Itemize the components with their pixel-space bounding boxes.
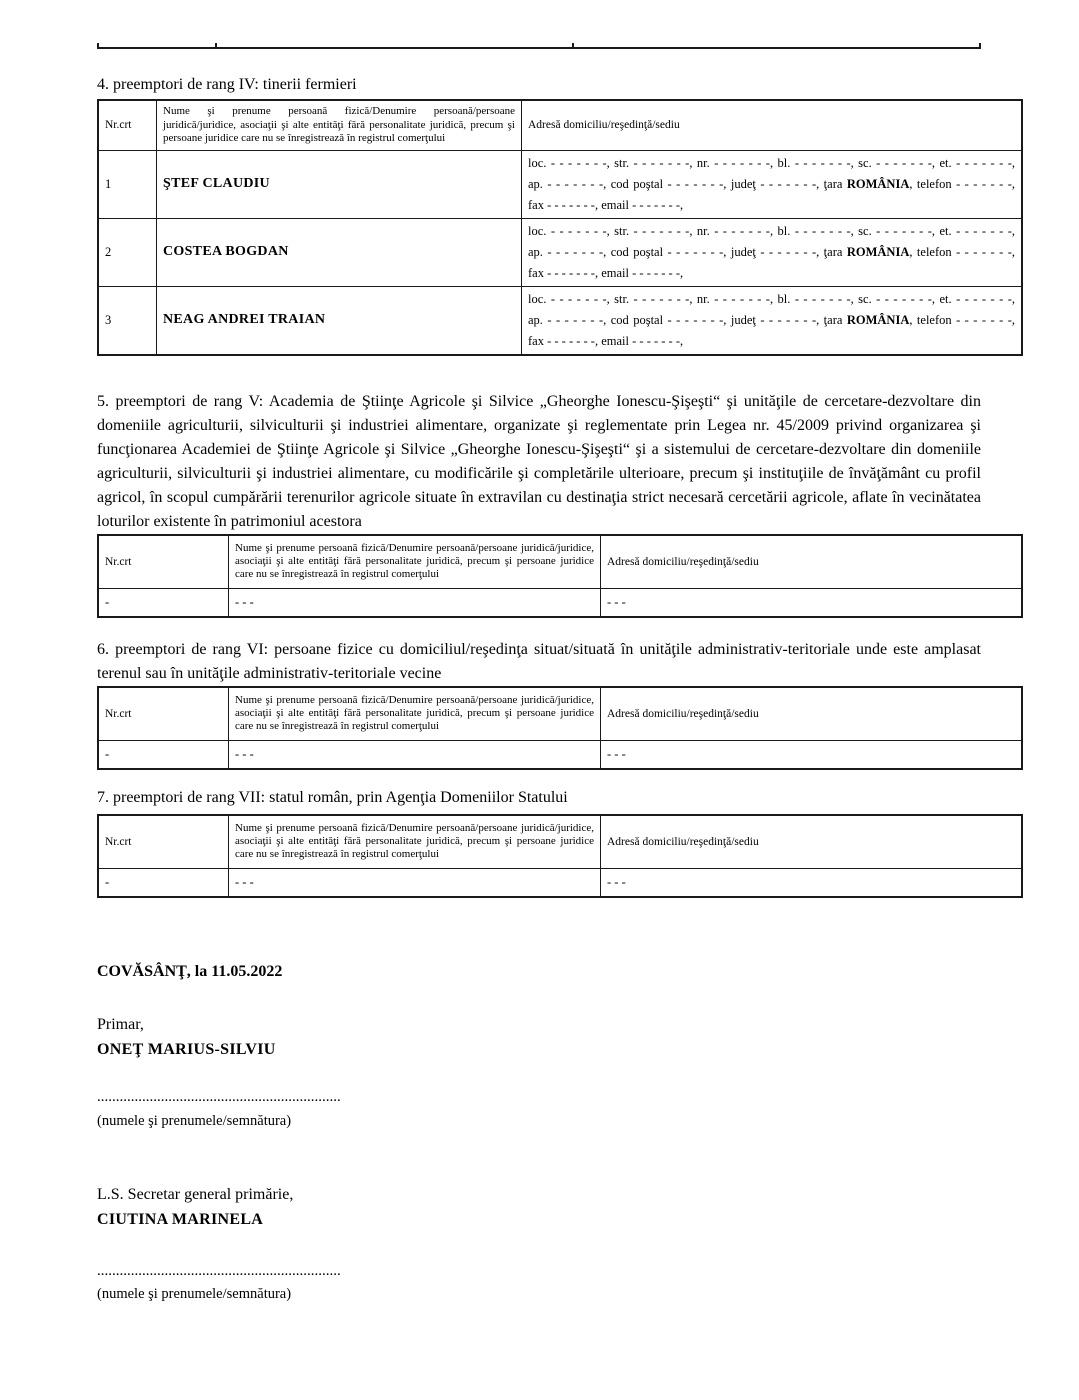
empty-address-cell: - - -	[601, 589, 1023, 617]
address-header-cell: Adresă domiciliu/reşedinţă/sediu	[601, 815, 1023, 869]
address-line: ap. - - - - - - -, cod poştal - - - - - - -, judeţ - - - - - - -, ţara ROMÂNIA, telefon - - - - - - -,	[528, 176, 1015, 191]
previous-table-bottom-rule	[97, 47, 981, 49]
country-name: ROMÂNIA	[846, 176, 910, 191]
rule-tick	[979, 43, 981, 49]
rule-tick	[215, 43, 217, 49]
signature-note: (numele şi prenumele/semnătura)	[97, 1112, 292, 1129]
empty-table-row	[98, 869, 1022, 897]
name-header-cell: Nume şi prenume persoană fizică/Denumire persoană/persoane juridică/juridice, asociaţii şi alte entităţi fără personalitate juridică, precum şi persoane juridice care nu se înregistrează în registrul comerţului	[229, 815, 601, 869]
address-line: loc. - - - - - - -, str. - - - - - - -, nr. - - - - - - -, bl. - - - - - - -, sc. - - - - - - -, et. - - - - - - -,	[528, 291, 1015, 306]
row-number: 3	[98, 286, 157, 355]
primar-name: ONEŢ MARIUS-SILVIU	[97, 1040, 276, 1058]
empty-table-row	[98, 741, 1022, 769]
address-cell	[522, 150, 1023, 218]
secretary-label: L.S. Secretar general primărie,	[97, 1185, 294, 1203]
closing-block	[97, 962, 981, 1303]
signature-note: (numele şi prenumele/semnătura)	[97, 1285, 292, 1302]
address-header-cell: Adresă domiciliu/reşedinţă/sediu	[522, 100, 1023, 150]
empty-row-number: -	[98, 869, 229, 897]
row-number: 2	[98, 218, 157, 286]
section4-heading: 4. preemptori de rang IV: tinerii fermieri	[97, 76, 357, 93]
signature-dotted-line: .................................................................	[97, 1088, 341, 1105]
nr-header-cell: Nr.crt	[98, 100, 157, 150]
section6-paragraph: 6. preemptori de rang VI: persoane fizice cu domiciliul/reşedinţa situat/situată în unităţile administrativ-teritoriale unde este amplasat terenul sau în unităţile administrativ-teritoriale vecine	[97, 640, 981, 682]
table-row	[98, 286, 1022, 355]
address-line: fax - - - - - - -, email - - - - - - -,	[528, 333, 684, 348]
address-header-cell: Adresă domiciliu/reşedinţă/sediu	[601, 687, 1023, 741]
table-row	[98, 150, 1022, 218]
section5-paragraph: 5. preemptori de rang V: Academia de Ştiinţe Agricole şi Silvice „Gheorghe Ionescu-Şişeşti“ şi unităţile de cercetare-dezvoltare din domeniile agriculturii, silviculturii şi industriei alimentare, organizate şi reglementate prin Legea nr. 45/2009 privind organizarea şi funcţionarea Academiei de Ştiinţe Agricole şi Silvice „Gheorghe Ionescu-Şişeşti“ şi a sistemului de cercetare-dezvoltare din domeniile agriculturii, silviculturii şi industriei alimentare, cu modificările şi completările ulterioare, precum şi instituţiile de învăţământ cu profil agricol, în scopul cumpărării terenurilor agricole situate în extravilan cu destinaţia strict necesară cercetării agricole, aflate în vecinătatea loturilor existente în patrimoniul acestora	[97, 392, 981, 530]
empty-row-number: -	[98, 589, 229, 617]
empty-address-cell: - - -	[601, 741, 1023, 769]
rule-tick	[97, 43, 99, 49]
address-line: ap. - - - - - - -, cod poştal - - - - - - -, judeţ - - - - - - -, ţara ROMÂNIA, telefon - - - - - - -,	[528, 312, 1015, 327]
table-header-row	[98, 100, 1022, 150]
closing-place-date: COVĂSÂNŢ, la 11.05.2022	[97, 962, 283, 980]
secretary-name: CIUTINA MARINELA	[97, 1210, 264, 1228]
rule-tick	[572, 43, 574, 49]
name-header-cell: Nume şi prenume persoană fizică/Denumire persoană/persoane juridică/juridice, asociaţii şi alte entităţi fără personalitate juridică, precum şi persoane juridice care nu se înregistrează în registrul comerţului	[157, 100, 522, 150]
address-line: loc. - - - - - - -, str. - - - - - - -, nr. - - - - - - -, bl. - - - - - - -, sc. - - - - - - -, et. - - - - - - -,	[528, 155, 1015, 170]
name-header-cell: Nume şi prenume persoană fizică/Denumire persoană/persoane juridică/juridice, asociaţii şi alte entităţi fără personalitate juridică, precum şi persoane juridice care nu se înregistrează în registrul comerţului	[229, 687, 601, 741]
primar-label: Primar,	[97, 1015, 144, 1033]
row-number: 1	[98, 150, 157, 218]
empty-row-number: -	[98, 741, 229, 769]
address-line: fax - - - - - - -, email - - - - - - -,	[528, 197, 684, 212]
empty-name-cell: - - -	[229, 589, 601, 617]
table-header-row	[98, 687, 1022, 741]
preemptors-table-rang7	[97, 814, 1023, 898]
nr-header-cell: Nr.crt	[98, 687, 229, 741]
address-line: loc. - - - - - - -, str. - - - - - - -, nr. - - - - - - -, bl. - - - - - - -, sc. - - - - - - -, et. - - - - - - -,	[528, 223, 1015, 238]
nr-header-cell: Nr.crt	[98, 535, 229, 589]
preemptor-name: NEAG ANDREI TRAIAN	[157, 286, 522, 355]
preemptor-name: ŞTEF CLAUDIU	[157, 150, 522, 218]
section7-heading: 7. preemptori de rang VII: statul român, prin Agenţia Domeniilor Statului	[97, 788, 568, 806]
preemptor-name: COSTEA BOGDAN	[157, 218, 522, 286]
address-cell	[522, 218, 1023, 286]
preemptors-table-rang5	[97, 534, 1023, 618]
preemptors-table-rang4	[97, 99, 1023, 356]
country-name: ROMÂNIA	[846, 312, 910, 327]
empty-name-cell: - - -	[229, 741, 601, 769]
preemptors-table-rang6	[97, 686, 1023, 770]
empty-address-cell: - - -	[601, 869, 1023, 897]
name-header-cell: Nume şi prenume persoană fizică/Denumire persoană/persoane juridică/juridice, asociaţii şi alte entităţi fără personalitate juridică, precum şi persoane juridice care nu se înregistrează în registrul comerţului	[229, 535, 601, 589]
address-header-cell: Adresă domiciliu/reşedinţă/sediu	[601, 535, 1023, 589]
signature-dotted-line: .................................................................	[97, 1262, 341, 1279]
nr-header-cell: Nr.crt	[98, 815, 229, 869]
country-name: ROMÂNIA	[846, 244, 910, 259]
table-row	[98, 218, 1022, 286]
empty-name-cell: - - -	[229, 869, 601, 897]
address-line: ap. - - - - - - -, cod poştal - - - - - - -, judeţ - - - - - - -, ţara ROMÂNIA, telefon - - - - - - -,	[528, 244, 1015, 259]
table-header-row	[98, 815, 1022, 869]
address-cell	[522, 286, 1023, 355]
address-line: fax - - - - - - -, email - - - - - - -,	[528, 265, 684, 280]
table-header-row	[98, 535, 1022, 589]
empty-table-row	[98, 589, 1022, 617]
